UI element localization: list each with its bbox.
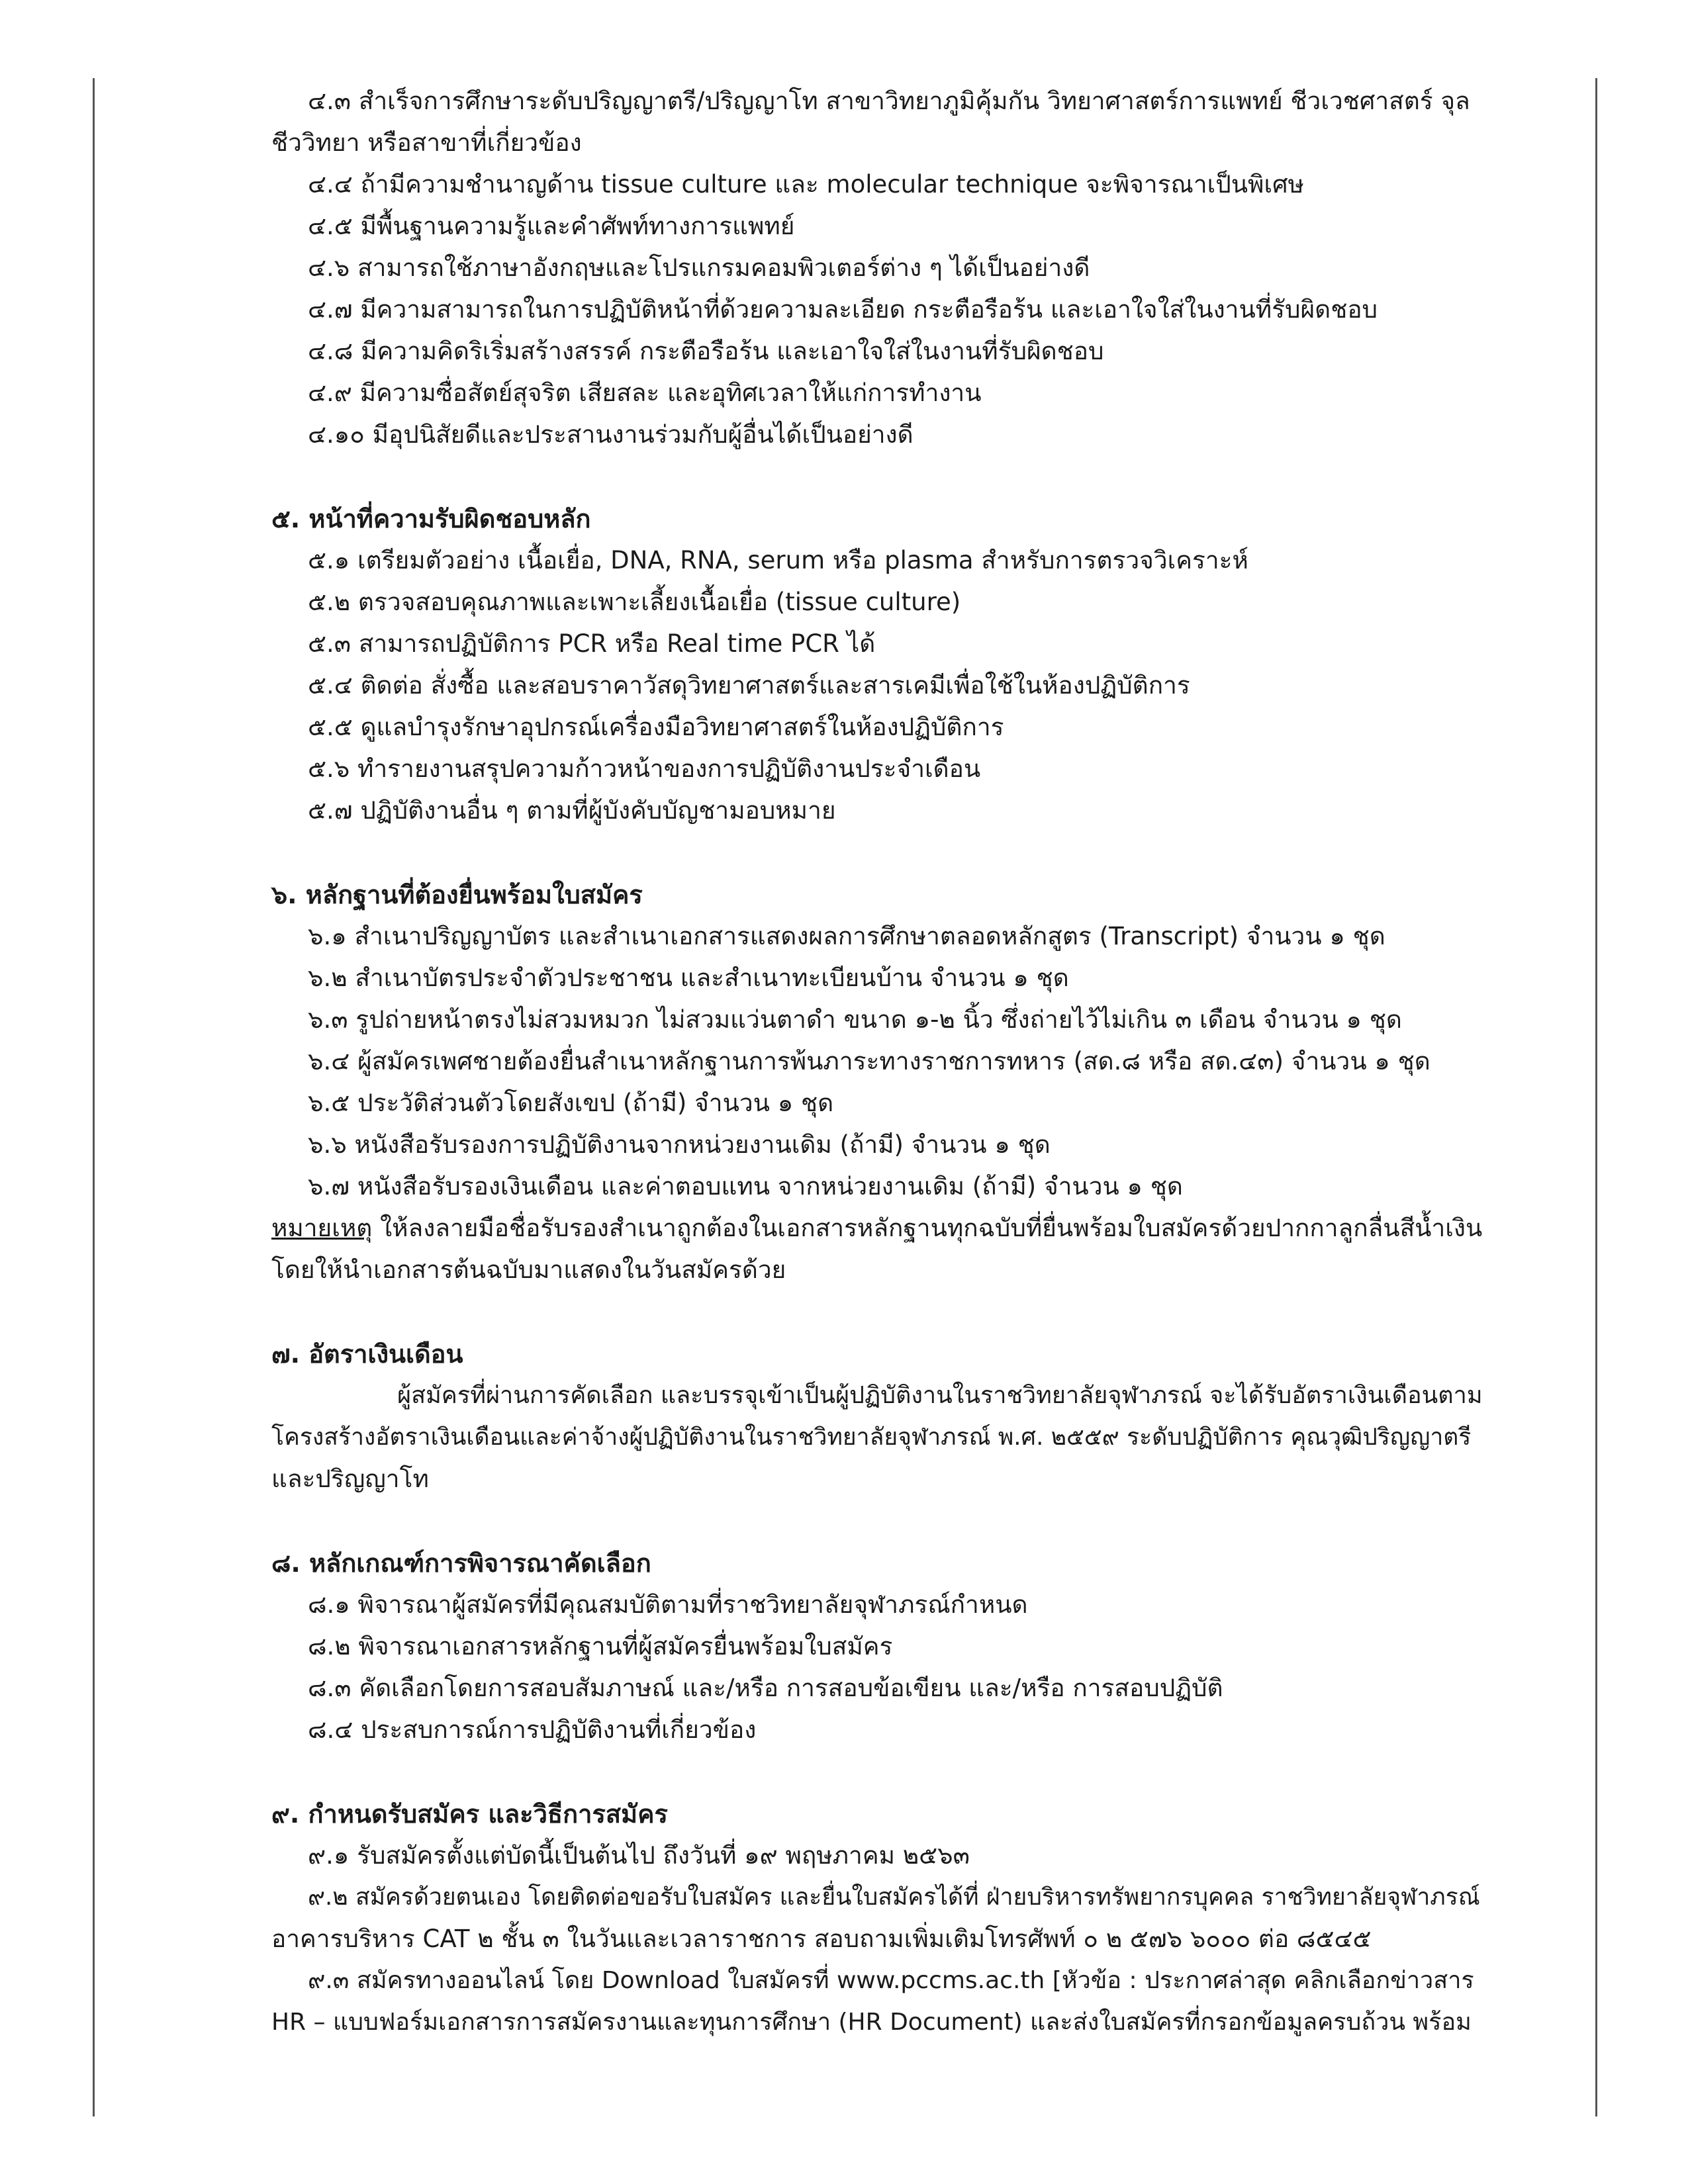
item-4-6: ๔.๖ สามารถใช้ภาษาอังกฤษและโปรแกรมคอมพิวเตอร์ต่าง ๆ ได้เป็นอย่างดี	[308, 253, 1090, 282]
item-6-5: ๖.๕ ประวัติส่วนตัวโดยสังเขป (ถ้ามี) จำนวน ๑ ชุด	[308, 1089, 834, 1117]
item-4-8: ๔.๘ มีความคิดริเริ่มสร้างสรรค์ กระตือรือร้น และเอาใจใส่ในงานที่รับผิดชอบ	[308, 337, 1104, 365]
item-6-7: ๖.๗ หนังสือรับรองเงินเดือน และค่าตอบแทน จากหน่วยงานเดิม (ถ้ามี) จำนวน ๑ ชุด	[308, 1172, 1183, 1201]
salary-line1: ผู้สมัครที่ผ่านการคัดเลือก และบรรจุเข้าเป็นผู้ปฏิบัติงานในราชวิทยาลัยจุฬาภรณ์ จะได้รับอัตราเงินเดือนตาม	[397, 1382, 1483, 1409]
item-5-4: ๕.๔ ติดต่อ สั่งซื้อ และสอบราคาวัสดุวิทยาศาสตร์และสารเคมีเพื่อใช้ในห้องปฏิบัติการ	[308, 671, 1190, 700]
item-4-5: ๔.๕ มีพื้นฐานความรู้และคำศัพท์ทางการแพทย์	[308, 212, 795, 240]
item-9-3-line1: ๙.๓ สมัครทางออนไลน์ โดย Download ใบสมัครที่ www.pccms.ac.th [หัวข้อ : ประกาศล่าสุด คลิกเลือกข่าวสาร	[308, 1967, 1474, 1994]
section-5-heading: ๕. หน้าที่ความรับผิดชอบหลัก	[271, 504, 591, 533]
note-line2: โดยให้นำเอกสารต้นฉบับมาแสดงในวันสมัครด้วย	[271, 1255, 786, 1284]
item-4-10: ๔.๑๐ มีอุปนิสัยดีและประสานงานร่วมกับผู้อื่นได้เป็นอย่างดี	[308, 420, 914, 449]
item-5-7: ๕.๗ ปฏิบัติงานอื่น ๆ ตามที่ผู้บังคับบัญชามอบหมาย	[308, 796, 836, 825]
item-5-6: ๕.๖ ทำรายงานสรุปความก้าวหน้าของการปฏิบัติงานประจำเดือน	[308, 754, 981, 783]
item-6-2: ๖.๒ สำเนาบัตรประจำตัวประชาชน และสำเนาทะเบียนบ้าน จำนวน ๑ ชุด	[308, 964, 1069, 992]
note-line1	[271, 1211, 1482, 1246]
note-label: หมายเหตุ	[271, 1214, 373, 1242]
item-9-2-line1: ๙.๒ สมัครด้วยตนเอง โดยติดต่อขอรับใบสมัคร และยื่นใบสมัครได้ที่ ฝ่ายบริหารทรัพยากรบุคคล ราชวิทยาลัยจุฬาภรณ์	[308, 1884, 1480, 1911]
item-5-2: ๕.๒ ตรวจสอบคุณภาพและเพาะเลี้ยงเนื้อเยื่อ (tissue culture)	[308, 588, 961, 616]
item-8-3: ๘.๓ คัดเลือกโดยการสอบสัมภาษณ์ และ/หรือ การสอบข้อเขียน และ/หรือ การสอบปฏิบัติ	[308, 1674, 1223, 1702]
page-border-left	[93, 78, 95, 2116]
item-8-4: ๘.๔ ประสบการณ์การปฏิบัติงานที่เกี่ยวข้อง	[308, 1715, 757, 1744]
item-8-1: ๘.๑ พิจารณาผู้สมัครที่มีคุณสมบัติตามที่ราชวิทยาลัยจุฬาภรณ์กำหนด	[308, 1590, 1028, 1619]
section-6-heading: ๖. หลักฐานที่ต้องยื่นพร้อมใบสมัคร	[271, 880, 643, 909]
page-border-right	[1595, 78, 1597, 2116]
item-5-1: ๕.๑ เตรียมตัวอย่าง เนื้อเยื่อ, DNA, RNA, serum หรือ plasma สำหรับการตรวจวิเคราะห์	[308, 546, 1248, 574]
section-7-heading: ๗. อัตราเงินเดือน	[271, 1340, 463, 1369]
item-8-2: ๘.๒ พิจารณาเอกสารหลักฐานที่ผู้สมัครยื่นพร้อมใบสมัคร	[308, 1632, 893, 1661]
item-4-9: ๔.๙ มีความซื่อสัตย์สุจริต เสียสละ และอุทิศเวลาให้แก่การทำงาน	[308, 379, 982, 407]
item-9-3-line2: HR – แบบฟอร์มเอกสารการสมัครงานและทุนการศึกษา (HR Document) และส่งใบสมัครที่กรอกข้อมูลครบถ้วน พร้อม	[271, 2009, 1472, 2036]
item-6-3: ๖.๓ รูปถ่ายหน้าตรงไม่สวมหมวก ไม่สวมแว่นตาดำ ขนาด ๑-๒ นิ้ว ซึ่งถ่ายไว้ไม่เกิน ๓ เดือน จำนวน ๑ ชุด	[308, 1005, 1402, 1034]
item-4-4: ๔.๔ ถ้ามีความชำนาญด้าน tissue culture และ molecular technique จะพิจารณาเป็นพิเศษ	[308, 170, 1304, 199]
item-4-3-line2: ชีววิทยา หรือสาขาที่เกี่ยวข้อง	[271, 128, 582, 157]
item-4-3-line1: ๔.๓ สำเร็จการศึกษาระดับปริญญาตรี/ปริญญาโท สาขาวิทยาภูมิคุ้มกัน วิทยาศาสตร์การแพทย์ ชีวเวชศาสตร์ จุล	[308, 87, 1470, 115]
item-5-3: ๕.๓ สามารถปฏิบัติการ PCR หรือ Real time PCR ได้	[308, 629, 876, 658]
item-6-6: ๖.๖ หนังสือรับรองการปฏิบัติงานจากหน่วยงานเดิม (ถ้ามี) จำนวน ๑ ชุด	[308, 1130, 1051, 1159]
section-9-heading: ๙. กำหนดรับสมัคร และวิธีการสมัคร	[271, 1799, 668, 1829]
item-9-2-line2: อาคารบริหาร CAT ๒ ชั้น ๓ ในวันและเวลาราชการ สอบถามเพิ่มเติมโทรศัพท์ ๐ ๒ ๕๗๖ ๖๐๐๐ ต่อ ๘๕๔๕	[271, 1925, 1372, 1953]
section-8-heading: ๘. หลักเกณฑ์การพิจารณาคัดเลือก	[271, 1549, 651, 1578]
salary-line3: และปริญญาโท	[271, 1465, 429, 1493]
item-6-4: ๖.๔ ผู้สมัครเพศชายต้องยื่นสำเนาหลักฐานการพ้นภาระทางราชการทหาร (สด.๘ หรือ สด.๔๓) จำนวน ๑ ชุด	[308, 1047, 1430, 1075]
note-text: ให้ลงลายมือชื่อรับรองสำเนาถูกต้องในเอกสารหลักฐานทุกฉบับที่ยื่นพร้อมใบสมัครด้วยปากกาลูกลื่นสีน้ำเงิน	[372, 1214, 1483, 1242]
salary-line2: โครงสร้างอัตราเงินเดือนและค่าจ้างผู้ปฏิบัติงานในราชวิทยาลัยจุฬาภรณ์ พ.ศ. ๒๕๕๙ ระดับปฏิบัติการ คุณวุฒิปริญญาตรี	[271, 1424, 1472, 1451]
item-5-5: ๕.๕ ดูแลบำรุงรักษาอุปกรณ์เครื่องมือวิทยาศาสตร์ในห้องปฏิบัติการ	[308, 713, 1004, 741]
item-9-1: ๙.๑ รับสมัครตั้งแต่บัดนี้เป็นต้นไป ถึงวันที่ ๑๙ พฤษภาคม ๒๕๖๓	[308, 1841, 970, 1870]
item-6-1: ๖.๑ สำเนาปริญญาบัตร และสำเนาเอกสารแสดงผลการศึกษาตลอดหลักสูตร (Transcript) จำนวน ๑ ชุด	[308, 922, 1385, 950]
item-4-7: ๔.๗ มีความสามารถในการปฏิบัติหน้าที่ด้วยความละเอียด กระตือรือร้น และเอาใจใส่ในงานที่รับผิดชอบ	[308, 295, 1378, 324]
